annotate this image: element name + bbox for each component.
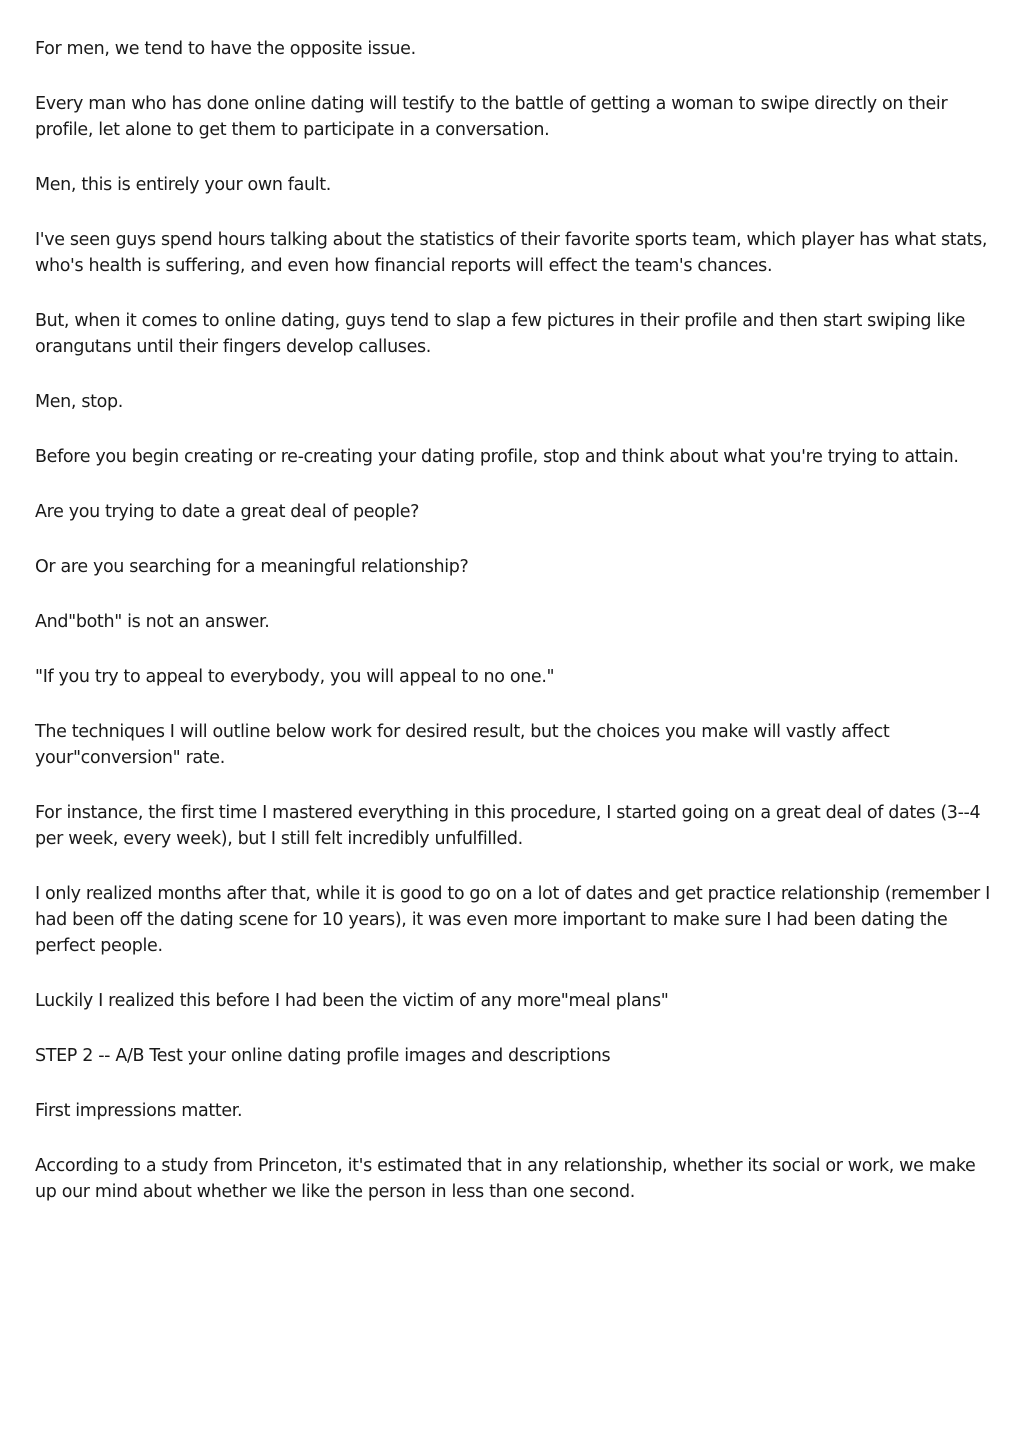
paragraph: And"both" is not an answer. — [35, 612, 270, 632]
paragraph: I only realized months after that, while it is good to go on a lot of dates and get practice relationship (remember I had been off the dating scene for 10 years), it was even more important to make sure I had been dating the perfect people. — [35, 884, 990, 956]
section-heading: STEP 2 -- A/B Test your online dating profile images and descriptions — [35, 1046, 611, 1066]
paragraph: I've seen guys spend hours talking about the statistics of their favorite sports team, which player has what stats, who's health is suffering, and even how financial reports will effect the team's chances. — [35, 230, 988, 276]
paragraph: Or are you searching for a meaningful relationship? — [35, 557, 469, 577]
paragraph: For men, we tend to have the opposite issue. — [35, 39, 416, 59]
paragraph: Before you begin creating or re-creating your dating profile, stop and think about what you're trying to attain. — [35, 447, 959, 467]
paragraph: "If you try to appeal to everybody, you will appeal to no one." — [35, 667, 555, 687]
paragraph: Luckily I realized this before I had been the victim of any more"meal plans" — [35, 991, 669, 1011]
paragraph: But, when it comes to online dating, guys tend to slap a few pictures in their profile and then start swiping like orangutans until their fingers develop calluses. — [35, 311, 966, 357]
paragraph: The techniques I will outline below work for desired result, but the choices you make will vastly affect your"conversion" rate. — [35, 722, 890, 768]
paragraph: Men, this is entirely your own fault. — [35, 175, 331, 195]
paragraph: Are you trying to date a great deal of people? — [35, 502, 420, 522]
document-body — [35, 36, 995, 1234]
paragraph: First impressions matter. — [35, 1101, 243, 1121]
paragraph: Every man who has done online dating will testify to the battle of getting a woman to swipe directly on their profile, let alone to get them to participate in a conversation. — [35, 94, 948, 140]
paragraph: According to a study from Princeton, it's estimated that in any relationship, whether its social or work, we make up our mind about whether we like the person in less than one second. — [35, 1156, 976, 1202]
paragraph: Men, stop. — [35, 392, 123, 412]
paragraph: For instance, the first time I mastered everything in this procedure, I started going on a great deal of dates (3--4 per week, every week), but I still felt incredibly unfulfilled. — [35, 803, 981, 849]
